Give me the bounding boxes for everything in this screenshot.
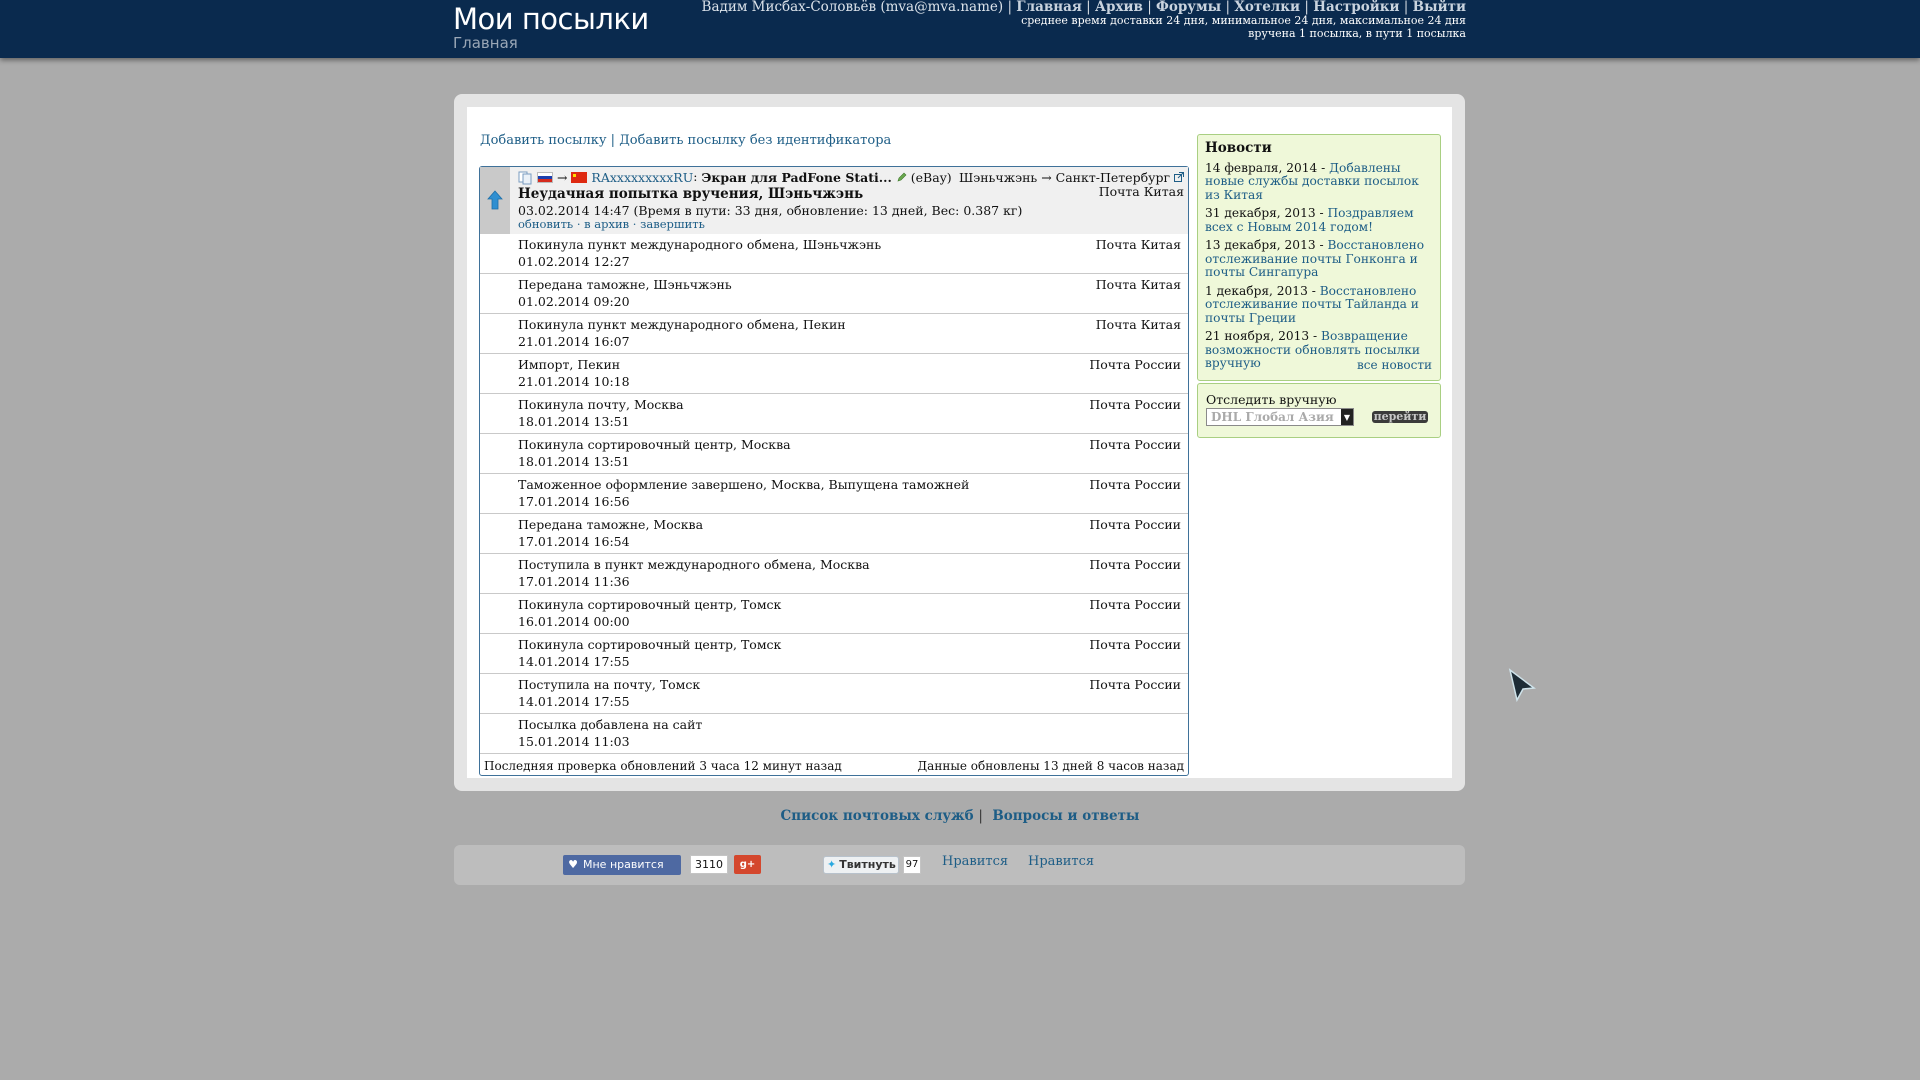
- tracking-event: [480, 394, 1188, 434]
- parcel-title-line: → RAxxxxxxxxxRU: Экран для PadFone Stati... (eBay): [518, 169, 952, 185]
- event-description: Передана таможне, Шэньчжэнь: [518, 277, 732, 292]
- nav-link-wishes[interactable]: Хотелки: [1234, 0, 1301, 15]
- route-arrow-icon: →: [556, 170, 568, 185]
- add-parcel-no-id-link[interactable]: Добавить посылку без идентификатора: [619, 133, 892, 148]
- event-date: 17.01.2014 16:54: [518, 534, 630, 549]
- delivery-stats: среднее время доставки 24 дня, минимальное 24 дня, максимальное 24 дня: [1021, 14, 1466, 27]
- parcel-status-title: Неудачная попытка вручения, Шэньчжэнь: [518, 186, 864, 202]
- event-carrier: Почта России: [1089, 677, 1181, 692]
- go-button[interactable]: перейти: [1373, 410, 1427, 423]
- add-parcel-link[interactable]: Добавить посылку: [480, 133, 607, 148]
- event-date: 17.01.2014 16:56: [518, 494, 630, 509]
- parcel-card: [479, 166, 1189, 776]
- news-link[interactable]: Восстановлено отслеживание почты Тайланда и почты Греции: [1205, 283, 1419, 325]
- tracking-event: [480, 674, 1188, 714]
- event-description: Покинула пункт международного обмена, Пекин: [518, 317, 846, 332]
- like-link[interactable]: Нравится: [1028, 854, 1095, 869]
- social-bar: [454, 845, 1465, 885]
- news-item: 1 декабря, 2013 - Восстановлено отслеживание почты Тайланда и почты Греции: [1205, 283, 1419, 325]
- event-carrier: Почта Китая: [1095, 237, 1181, 252]
- news-link[interactable]: Поздравляем всех с Новым 2014 годом!: [1205, 206, 1414, 234]
- parcel-footer: [480, 757, 1188, 775]
- separator: |: [978, 808, 983, 824]
- tweet-count: 97: [903, 856, 921, 874]
- external-link-icon[interactable]: [1174, 172, 1184, 182]
- parcel-name: Экран для PadFone Stati...: [701, 170, 892, 185]
- event-description: Поступила на почту, Томск: [518, 677, 701, 692]
- parcel-header: [480, 167, 1188, 234]
- tracking-event: [480, 434, 1188, 474]
- data-updated-text: Данные обновлены 13 дней 8 часов назад: [917, 759, 1184, 773]
- event-description: Покинула сортировочный центр, Томск: [518, 637, 782, 652]
- news-date: 21 ноября, 2013: [1205, 329, 1310, 343]
- tracking-event: [480, 234, 1188, 274]
- like-link[interactable]: Нравится: [942, 854, 1009, 869]
- complete-link[interactable]: завершить: [640, 217, 705, 231]
- event-carrier: Почта России: [1089, 437, 1181, 452]
- page-subtitle: Главная: [453, 34, 518, 52]
- all-news-link[interactable]: все новости: [1357, 357, 1432, 372]
- main-content: [467, 107, 1452, 778]
- event-date: 01.02.2014 09:20: [518, 294, 630, 309]
- postal-services-link[interactable]: Список почтовых служб: [780, 808, 974, 824]
- event-date: 15.01.2014 11:03: [518, 734, 630, 749]
- event-date: 01.02.2014 12:27: [518, 254, 630, 269]
- tracking-event: [480, 514, 1188, 554]
- tracking-event: [480, 714, 1188, 754]
- twitter-bird-icon: ✦: [827, 858, 837, 871]
- event-date: 18.01.2014 13:51: [518, 414, 630, 429]
- event-carrier: Почта России: [1089, 397, 1181, 412]
- event-carrier: Почта России: [1089, 597, 1181, 612]
- event-description: Покинула сортировочный центр, Москва: [518, 437, 791, 452]
- facebook-like-count: 3110: [690, 855, 728, 874]
- top-nav: Вадим Мисбах-Соловьёв (mva@mva.name) | Главная | Архив | Форумы | Хотелки | Настройки | Выйти: [701, 0, 1466, 15]
- news-date: 31 декабря, 2013: [1205, 206, 1316, 220]
- parcel-actions: обновить · в архив · завершить: [518, 217, 705, 231]
- nav-link-settings[interactable]: Настройки: [1313, 0, 1400, 15]
- event-date: 14.01.2014 17:55: [518, 694, 630, 709]
- event-date: 21.01.2014 16:07: [518, 334, 630, 349]
- last-check-text: Последняя проверка обновлений 3 часа 12 минут назад: [484, 759, 842, 773]
- event-carrier: Почта России: [1089, 517, 1181, 532]
- heart-icon: ♥: [568, 858, 578, 871]
- parcel-route-block: [959, 171, 1184, 199]
- nav-link-home[interactable]: Главная: [1016, 0, 1082, 15]
- tweet-label: Твитнуть: [839, 858, 896, 871]
- refresh-link[interactable]: обновить: [518, 217, 574, 231]
- user-name: Вадим Мисбах-Соловьёв (mva@mva.name): [701, 0, 1004, 15]
- carrier-select[interactable]: [1206, 408, 1354, 426]
- event-date: 14.01.2014 17:55: [518, 654, 630, 669]
- arrow-up-icon: [487, 190, 503, 210]
- tracking-event: [480, 634, 1188, 674]
- event-description: Таможенное оформление завершено, Москва, Выпущена таможней: [518, 477, 970, 492]
- news-link[interactable]: Добавлены новые службы доставки посылок из Китая: [1205, 160, 1419, 202]
- add-parcel-links: [480, 133, 891, 148]
- collapse-toggle[interactable]: [480, 167, 510, 234]
- china-flag-icon: [571, 172, 587, 183]
- parcel-meta: 03.02.2014 14:47 (Время в пути: 33 дня, обновление: 13 дней, Вес: 0.387 кг): [518, 203, 1023, 218]
- news-link[interactable]: Восстановлено отслеживание почты Гонконга и почты Сингапура: [1205, 238, 1425, 279]
- event-date: 21.01.2014 10:18: [518, 374, 630, 389]
- header-user-panel: [702, 0, 1466, 40]
- event-description: Импорт, Пекин: [518, 357, 621, 372]
- event-date: 17.01.2014 11:36: [518, 574, 630, 589]
- manual-track-box: [1197, 383, 1441, 438]
- news-item: 21 ноября, 2013 - Возвращение возможности обновлять посылки вручную: [1205, 329, 1421, 370]
- tracking-event: [480, 314, 1188, 354]
- tracking-event: [480, 474, 1188, 514]
- nav-link-forums[interactable]: Форумы: [1156, 0, 1222, 15]
- mouse-cursor-icon: [1507, 668, 1537, 704]
- facebook-like-button[interactable]: [563, 855, 681, 875]
- separator: |: [610, 133, 616, 148]
- news-date: 14 февраля, 2014: [1205, 160, 1318, 175]
- tracking-event: [480, 594, 1188, 634]
- site-title[interactable]: Мои посылки: [453, 2, 649, 36]
- track-number-link[interactable]: RAxxxxxxxxxRU: [591, 170, 694, 185]
- news-item: 13 декабря, 2013 - Восстановлено отслеживание почты Гонконга и почты Сингапура: [1205, 238, 1425, 279]
- news-item: 14 февраля, 2014 - Добавлены новые службы доставки посылок из Китая: [1205, 160, 1419, 202]
- news-item: 31 декабря, 2013 - Поздравляем всех с Новым 2014 годом!: [1205, 206, 1414, 234]
- copy-icon[interactable]: [518, 171, 533, 185]
- main-panel: [454, 94, 1465, 791]
- footer-links: [0, 808, 1920, 824]
- event-carrier: Почта России: [1089, 637, 1181, 652]
- tracking-events: [480, 234, 1188, 754]
- news-date: 1 декабря, 2013: [1205, 283, 1308, 298]
- google-plus-button[interactable]: g+: [734, 855, 761, 874]
- tracking-event: [480, 554, 1188, 594]
- event-carrier: Почта России: [1089, 357, 1181, 372]
- event-description: Поступила в пункт международного обмена, Москва: [518, 557, 870, 572]
- news-box: [1197, 134, 1441, 381]
- nav-link-archive[interactable]: Архив: [1095, 0, 1143, 15]
- carrier-select-value: DHL Глобал Азия: [1211, 410, 1334, 424]
- tracking-event: [480, 354, 1188, 394]
- event-description: Покинула сортировочный центр, Томск: [518, 597, 782, 612]
- parcel-route: Шэньчжэнь → Санкт-Петербург: [958, 170, 1171, 185]
- event-carrier: Почта Китая: [1095, 317, 1181, 332]
- tracking-event: [480, 274, 1188, 314]
- chevron-down-icon[interactable]: ▼: [1341, 409, 1353, 425]
- event-description: Посылка добавлена на сайт: [518, 717, 703, 732]
- news-date: 13 декабря, 2013: [1205, 238, 1316, 252]
- event-description: Покинула пункт международного обмена, Шэньчжэнь: [518, 237, 882, 252]
- event-description: Передана таможне, Москва: [518, 517, 704, 532]
- news-title: Новости: [1205, 140, 1272, 156]
- top-header: [0, 0, 1920, 58]
- nav-link-logout[interactable]: Выйти: [1412, 0, 1466, 15]
- event-carrier: Почта России: [1089, 477, 1181, 492]
- parcel-carrier: Почта Китая: [1098, 184, 1184, 199]
- event-carrier: Почта России: [1089, 557, 1181, 572]
- archive-link[interactable]: в архив: [584, 217, 630, 231]
- parcel-count-stats: вручена 1 посылка, в пути 1 посылка: [1248, 26, 1466, 40]
- event-date: 18.01.2014 13:51: [518, 454, 630, 469]
- tweet-button[interactable]: [823, 856, 899, 874]
- manual-track-label: Отследить вручную: [1206, 392, 1337, 407]
- parcel-shop: (eBay): [910, 170, 952, 185]
- faq-link[interactable]: Вопросы и ответы: [992, 808, 1140, 824]
- facebook-like-label: Мне нравится: [583, 858, 664, 871]
- news-link[interactable]: Возвращение возможности обновлять посылки вручную: [1205, 329, 1421, 370]
- edit-pencil-icon[interactable]: [896, 172, 907, 183]
- event-carrier: Почта Китая: [1095, 277, 1181, 292]
- russia-flag-icon: [537, 172, 553, 183]
- event-description: Покинула почту, Москва: [518, 397, 684, 412]
- event-date: 16.01.2014 00:00: [518, 614, 630, 629]
